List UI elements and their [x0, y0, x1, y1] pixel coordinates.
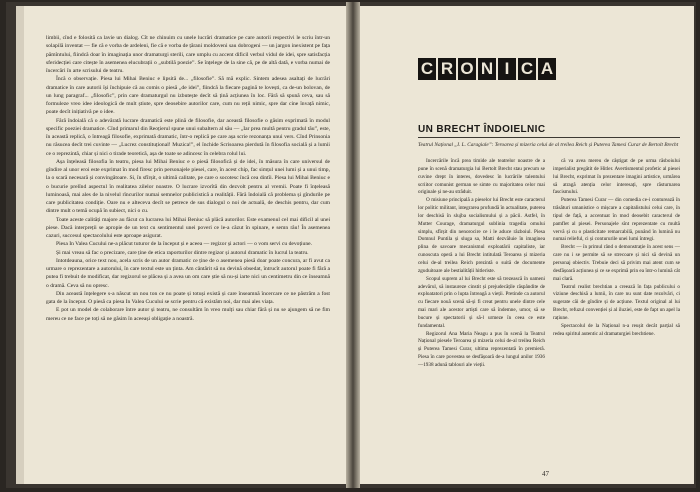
- section-title-letter: O: [458, 58, 476, 80]
- right-page: [360, 6, 694, 484]
- paragraph: Teatrul realist brechtian a creează în fața publicului o viziune deschisă a lumii, în care nu sunt date rezolvări, ci sugerate căi de gîndire și de acțiune. Textul original al lui Brecht, refuzul convenției și al iluziei, este de fapt un apel la rațiune.: [553, 283, 680, 321]
- article-column-right: [553, 158, 680, 370]
- left-page-text: [46, 34, 330, 323]
- paragraph: Așa înțeleasă filosofia în teatru, piesa lui Mihai Beniuc e o piesă filosofică și de idei, în măsura în care universul de gîndire al unor eroi este exprimat în mod firesc prin personajele piesei, care, în acest chip, fac simțul unei lumi și a unui timp, la o scară necesară și convingătoare. Si, în sfîrșit, o ultimă calitate, pe care o socotesc încă cea dintîi. Piesa lui Mihai Beniuc e o bucurie prelînd aspectul în realitatea zilelor noastre. O lucrare izvorîtă din dezvolt pentru al vremii. Poate fi înțeleasă luminoasă, mai ales de la nivelul rîncurilor numai semnelor publicistică a realității. Fără îndoială că problema și gîndurile pe care publicitatea condiție. Oare nu e alteceva decît se petrece de sus dialogul o noi de actuală, de deschis pentru, dar cum dintre mult o temă ocupă în subiect, nici o cu.: [46, 158, 330, 215]
- section-title-letter: A: [538, 58, 556, 80]
- paragraph: Puterea Tamesi Curar — din comedia ce-i conturează în trăsături umanistice o mișcare a capitalistului celui care, în tipul de față, a accentuat în mod deosebit caracterul de pamflet al piesei. Personajele sînt reprezentate cu multă vervă și cu o plasticitate remarcabilă, punând în lumină nu numai relieful, ci și contururile unei lumi întregi.: [553, 197, 680, 243]
- paragraph: limbii, cînd e folosită ca lavie un dialog. Cît ne chinuim cu unele lucrări dramatice pe care autorii respectivi le scriu într-un solapilă inventat — fie că e vorba de ardeleni, fie că e vorba de țărani moldoveni sau dobrogeni — un jargon inexistent pe fața pămîntului, fiindcă doar în imaginația unor dramaturgi sterili, care umplu cu accent dificil verbul vidul de idei, spre satisfacția sferidecției care citește în asemenea elucubrații o „subtilă poezie”. Se înțelege de la sine că, pe de altă dată, e vorba numai de încercări în arte scrisului de teatru.: [46, 35, 330, 74]
- section-title-letter: C: [418, 58, 436, 80]
- paragraph: Încă o observație. Piesa lui Mihai Beniuc e lipsită de... „filosofie”. Să mă explic. Sintem adesea asaltați de lucrări dramatice în care autorii își închipuie că au comis o piesă „de idei”, fiindcă la fiecare pagină te lovești, ca de-un bolovan, de un lung paragraf... „filosofic”, prin care dramaturgul nu izbutește decît să țină acțiunea în loc. Fără să spună ceva, sau să formuleze vreo idee ideologică de mult știute, spre deosebire autorilor care, cum nu reții nimic, spre dar cine învață nimic, poate decît inițiativă pe o idee.: [46, 76, 330, 116]
- section-title-cronica: [418, 58, 556, 82]
- section-title-letter: C: [518, 58, 536, 80]
- article-title: UN BRECHT ÎNDOIELNIC: [418, 124, 546, 135]
- section-title-letter: N: [478, 58, 496, 80]
- paragraph: Regizorul Ana Maria Neagu a pus în scenă la Teatrul Național piesele Teroarea și mizeria celui de-al treilea Reich și Puterea Tamesi Curar, ultima reprezentată în premieră. Piesa în care povestea se desfășoară de-a lungul anilor 1936—1938 adună tablouri ale vieții.: [418, 330, 545, 368]
- paragraph: Toate aceste calități majore au făcut ca lucrarea lui Mihai Beniuc să plăcă autorilor. Este examenul cel mai dificil al unei piese. Dacă interpreții se apropie de un text cu sentimentul unei poveri ce le-a căzut în spinare, e semn rău! În asemenea cazuri, succesul spectacolului este aproape asigurat.: [46, 216, 330, 239]
- section-title-letter: I: [498, 58, 516, 80]
- paragraph: Și mai vreau să fac o precizare, care ține de etica raporturilor dintre regizor și autorul dramatic în lucrul la teatru.: [56, 249, 309, 256]
- section-title-letter: R: [438, 58, 456, 80]
- paragraph: că va avea mereu de câștigat de pe urma răsboiului imperialist pregătit de Hitler. Avertismentul profetic al piesei lui Brecht, exprimat în prezentare imagini artistice, urmărea să atragă atenția celor interesați, spre răsturnarea fascismului.: [553, 158, 680, 196]
- paragraph: Piesa In Valea Cucului ne-a plăcut tuturor de la început și e aceea — regizor și actori — o vom servi cu devoțiune.: [56, 241, 313, 248]
- title-rule: [418, 137, 680, 138]
- theater-line: Teatrul Național „I. L. Caragiale”: Teroarea și mizeria celui de al treilea Reich și Puterea Tamesi Curar de Bertolt Brecht: [418, 142, 679, 148]
- paragraph: Fără îndoială că o adevărată lucrare dramatică este plină de filosofie, dar această filosofie o găsim exprimată în modul specific poeziei dramatice. Cînd primarul din Reoțierul spune unui subaltern al său — „Iar prea multă pentru gradul tău”, este, în această replică, o întreagă filosofie, exprimată dramatic, într-o replică pe care așa scrie rezonanța unui vers. Cînd Prinsonia nu răsucea decît trei cuvinte — „Lucrez constituțional! Muzica!”, el închide Scrisoarea pierdută în filosofia socială și a lumii ce o reprezintă, chiar și nici o tirade teoretică, așa de toate se adincesc în celebra rolul lui.: [46, 117, 330, 157]
- paragraph: E pot un model de colaborare între autor și teatru, ne consultăm în vreo mulți sau chiar fără și nu se ajungem să ne fim mereu ce ne face pe toți să ne găsim în aceeași obligație a noastră.: [46, 307, 330, 322]
- left-page: [16, 6, 346, 484]
- paragraph: Spectacolul de la Național n-a reușit decât parțial să redea spiritul autentic al dramaturgiei brechtiene.: [553, 322, 680, 337]
- article-column-left: [418, 158, 545, 370]
- paragraph: Intotdeauna, orice text nou, acela scris de un autor dramatic ce ține de o asemenea piesă doar poate concura, ar fi avut ca urmare o reprezentare a autorului, în care textul este un ținta. Am cântărit să nu devină obsedat, întrucît autorul poate fi fără a putea fi trebuit de modificat, dar regizorul se plăcea și a avea un om care știe să nu-și iarte nici un centimetru din ce înseamnă o dramă. Ceva să nu opresc.: [46, 257, 330, 289]
- page-edge: [16, 6, 24, 484]
- book-gutter: [346, 2, 360, 488]
- open-book: [6, 2, 696, 488]
- paragraph: Scopul suprem al lui Brecht este să trezească în oameni adevărul, să instaureze cinstit și prejudecățile răspândite de exploatatori prin o lupta întreagă a vieții. Pretinde ca autorul cu fiecare nouă scenă să-și fi creat pentru unele dintre cele mai mari ale acestor artiști care să îndemne, umor, să se bucure și spectatorii și să-l urmeze în ceea ce este fundamental.: [418, 275, 545, 329]
- paragraph: O misiune principală a pieselor lui Brecht este caracterul lor politic militant, integrarea profundă în actualitate, puterea lor deschisă în slujba socialismului și a păcii. Astfel, în Mutter Courage, dramaturgul sublinia tragedia omului simplu, sfîrșit din nenorocire ce i le aduce războiul. Piesa Domnul Puntila și sluga sa, Matti dezvăluie în imaginea plina de savoare mecanismul exploatării capitaliste, iar cunoscuta operă a lui Brecht intitulată Teroarea și mizeria celui de-al treilea Reich prezintă o suită de documente zguduitoare ale bestialității hitleriste.: [418, 197, 545, 274]
- paragraph: Brecht — în primul rând o demonstrație în acest sens — care nu i se permite să se strecoare și nici să devină un personaj obiectiv. Trebuie deci să privim mai atent cum se desfășoară acțiunea și ce se exprimă prin ea într-o lumină cât mai clară.: [553, 244, 680, 282]
- article-columns: [418, 158, 680, 370]
- paragraph: Din această înțelegere s-a născut un nou ton ce nu poate și totuși există și care înseamnă încercare ce ne păstrăm a fost gata de la început. O piesă ca piesa In Valea Cucului se scrie pentru că existăm noi, dar mai ales viața.: [46, 290, 330, 305]
- page-number: 47: [542, 470, 549, 478]
- paragraph: Incercările încă prea timide ale teatrelor noastre de a pune în scenă dramaturgia lui Bertolt Brecht stau precum se cuvine drept în interes, dovedesc în lucrările talentului scriitor comunist german se simte cu majoritatea celor mai originale și ne-au străduit.: [418, 158, 545, 196]
